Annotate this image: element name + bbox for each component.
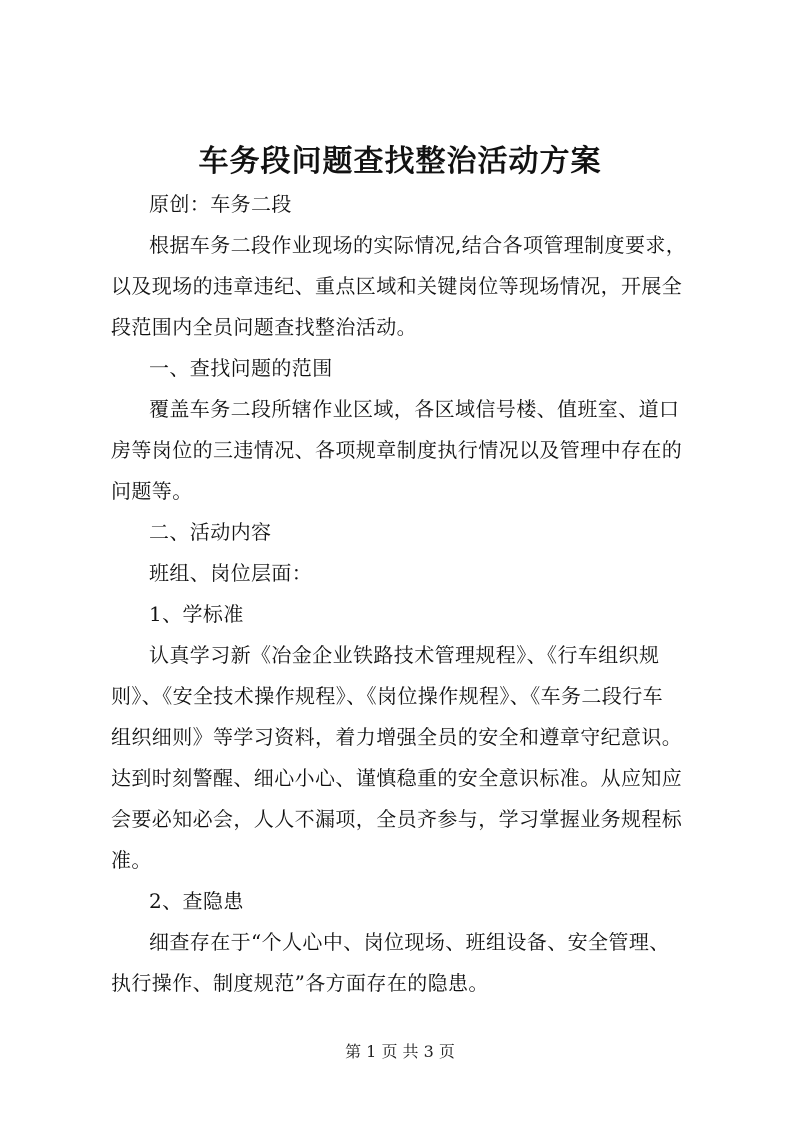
text-line: 则》、《安全技术操作规程》、《岗位操作规程》、《车务二段行车: [111, 684, 663, 708]
text-line: 段范围内全员问题查找整治活动。: [111, 315, 417, 339]
page-footer: 第 1 页 共 3 页: [345, 1042, 455, 1061]
document-title: 车务段问题查找整治活动方案: [198, 144, 602, 179]
text-line: 房等岗位的三违情况、各项规章制度执行情况以及管理中存在的: [111, 438, 683, 462]
text-line: 达到时刻警醒、细心小心、谨慎稳重的安全意识标准。从应知应: [111, 766, 683, 790]
text-line: 一、查找问题的范围: [149, 356, 333, 380]
text-line: 原创：车务二段: [149, 192, 292, 216]
text-line: 执行操作、制度规范”各方面存在的隐患。: [111, 971, 489, 995]
text-line: 2、查隐患: [149, 889, 244, 913]
text-line: 班组、岗位层面：: [149, 561, 313, 585]
text-line: 二、活动内容: [149, 520, 272, 544]
text-line: 以及现场的违章违纪、重点区域和关键岗位等现场情况，开展全: [111, 274, 683, 298]
text-line: 会要必知必会，人人不漏项，全员齐参与，学习掌握业务规程标: [111, 807, 683, 831]
text-line: 组织细则》等学习资料，着力增强全员的安全和遵章守纪意识。: [111, 725, 683, 749]
text-line: 细查存在于“个人心中、岗位现场、班组设备、安全管理、: [149, 930, 670, 954]
text-line: 根据车务二段作业现场的实际情况,结合各项管理制度要求，: [149, 233, 687, 257]
text-line: 准。: [111, 848, 152, 872]
document-body: [111, 184, 706, 1004]
text-line: 问题等。: [111, 479, 193, 503]
text-line: 覆盖车务二段所辖作业区域，各区域信号楼、值班室、道口: [149, 397, 680, 421]
text-line: 1、学标准: [149, 602, 244, 626]
text-line: 认真学习新《冶金企业铁路技术管理规程》、《行车组织规: [149, 643, 660, 667]
